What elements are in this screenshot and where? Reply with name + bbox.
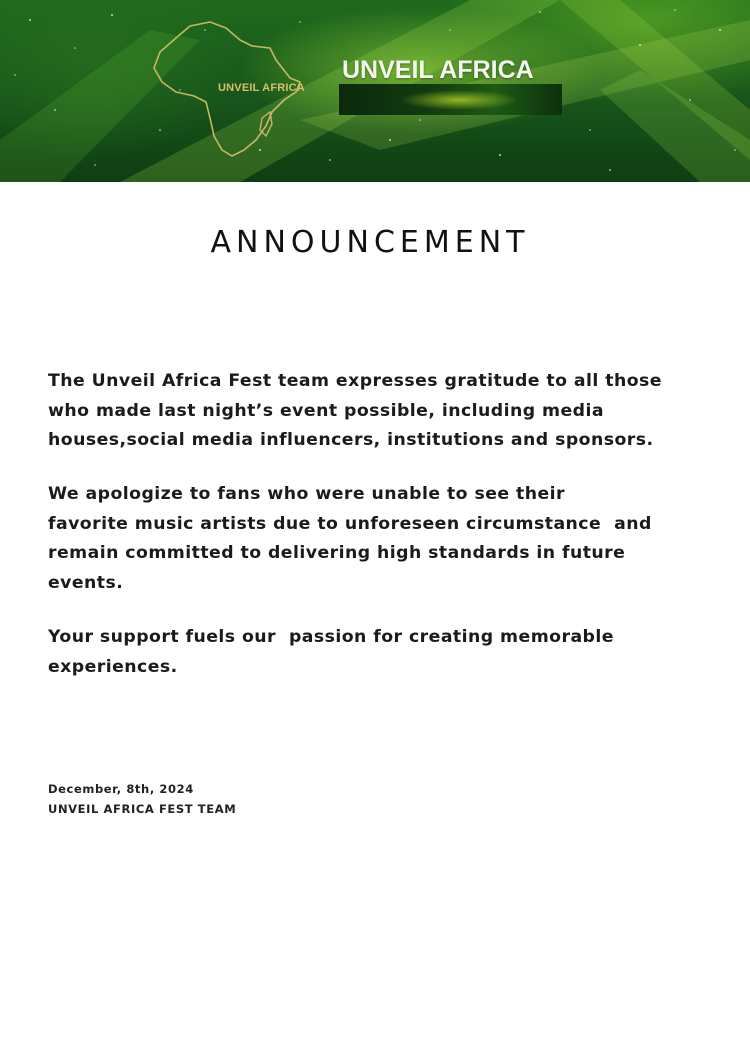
paragraph-support: Your support fuels our passion for creating memorable experiences. (48, 627, 614, 677)
logo-strip (339, 84, 562, 115)
logo-title: UNVEIL AFRICA (342, 56, 534, 84)
logo-small-text: UNVEIL AFRICA (218, 82, 305, 94)
signature: UNVEIL AFRICA FEST TEAM (48, 802, 237, 816)
paragraph-gratitude: The Unveil Africa Fest team expresses gratitude to all those who made last night’s event possible, including media houses,social media influencers, institutions and sponsors. (48, 371, 662, 450)
header-banner (0, 0, 750, 182)
page-title: ANNOUNCEMENT (210, 225, 530, 260)
announcement-date: December, 8th, 2024 (48, 782, 194, 796)
paragraph-apology: We apologize to fans who were unable to see their favorite music artists due to unforeseen circumstance and remain committed to delivering high standards in future events. (48, 484, 652, 593)
strip-glow (399, 90, 519, 110)
